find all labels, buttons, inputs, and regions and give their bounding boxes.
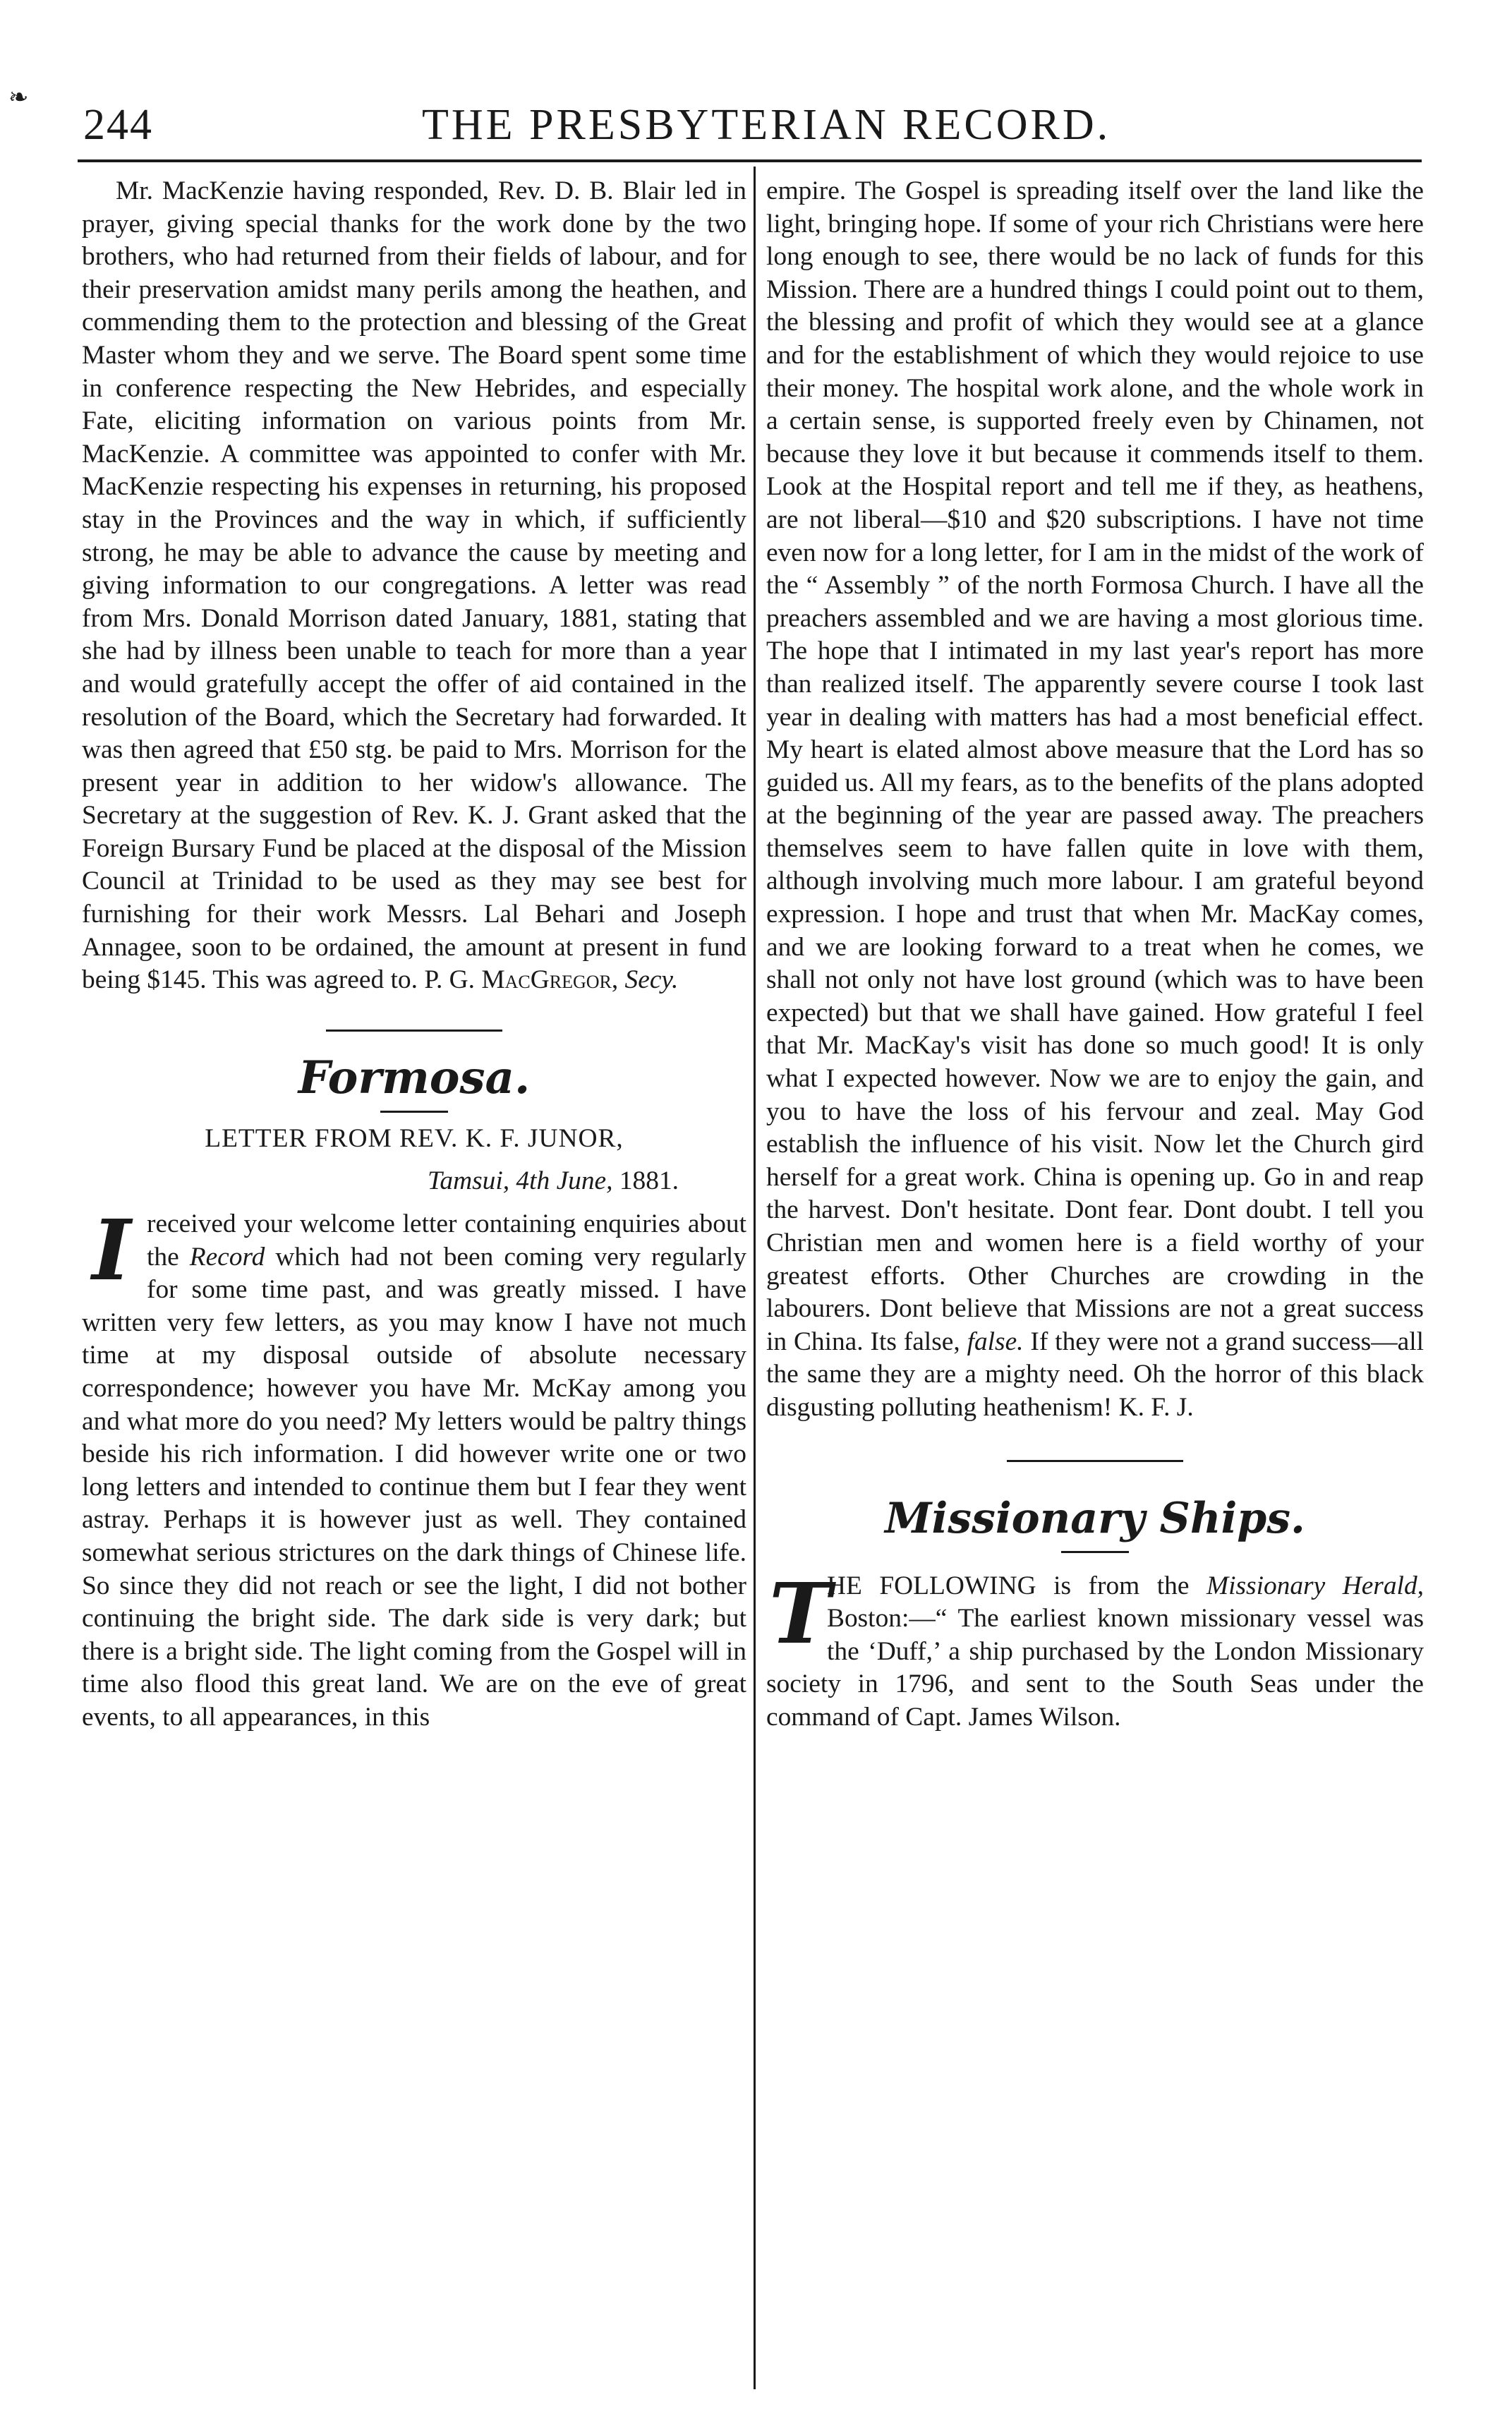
letter-heading: LETTER FROM REV. K. F. JUNOR, <box>205 1123 624 1153</box>
page-header <box>83 90 1427 154</box>
record-title: Record <box>189 1242 265 1272</box>
header-rule <box>78 159 1422 162</box>
page-number: 244 <box>83 101 153 149</box>
board-minutes-text: Mr. MacKenzie having responded, Rev. D. B. Blair led in prayer, giving special thanks for the work done by the two brothers, who had returned from their fields of labour, and for their preservation amidst many perils among the heathen, and commending them to the protection and blessing of the Great Master whom they and we serve. The Board spent some time in conference respecting the New Hebrides, and especially Fate, eliciting information on various points from Mr. MacKenzie. A committee was appointed to confer with Mr. MacKenzie respecting his expenses in returning, his proposed stay in the Provinces and the way in which, if sufficiently strong, he may be able to advance the cause by meeting and giving information to our congregations. A letter was read from Mrs. Donald Morrison dated January, 1881, stating that she had by illness been unable to teach for more than a year and would gratefully accept the offer of aid contained in the resolution of the Board, which the Secretary had forwarded. It was then agreed that £50 stg. be paid to Mrs. Morrison for the present year in addition to her widow's allowance. The Secretary at the suggestion of Rev. K. J. Grant asked that the Foreign Bursary Fund be placed at the disposal of the Mission Council at Trinidad to be used as they may see best for furnishing for their work Messrs. Lal Behari and Joseph Annagee, soon to be ordained, the amount at present in fund being $145. This was agreed to. <box>82 176 746 995</box>
letter-continuation-end: If they were not a grand success—all the same they are a mighty need. Oh the horror of this black disgusting polluting heathenism! <box>766 1327 1424 1422</box>
journal-title: THE PRESBYTERIAN RECORD. <box>422 101 1111 149</box>
column-rule <box>754 167 756 2389</box>
ships-text-a: HE FOLLOWING is from the <box>827 1571 1190 1600</box>
dateline-place: Tamsui, 4th June, <box>428 1166 613 1196</box>
ships-text-b: Boston:—“ The earliest known missionary vessel was the ‘Duff,’ a ship purchased by the London Missionary society in 1796, and sent to the South Seas under the command of Capt. James Wilson. <box>766 1604 1424 1732</box>
missionary-herald-title: Missionary Herald, <box>1206 1571 1424 1600</box>
left-column <box>82 175 746 1734</box>
margin-ornament: ❧ <box>8 85 29 111</box>
section-heading-formosa: Formosa. <box>298 1051 531 1104</box>
letter-text-a: received your welcome letter containing enquiries about the <box>147 1209 746 1272</box>
heading-underline <box>1061 1551 1129 1553</box>
letter-continuation-text: empire. The Gospel is spreading itself over the land like the light, bringing hope. If some of your rich Christians were here long enough to see, there would be no lack of funds for this Mission. There are a hundred things I could point out to them, the blessing and profit of which they would see at a glance and for the establishment of which they would rejoice to use their money. The hospital work alone, and the whole work in a certain sense, is supported freely even by Chinamen, not because they love it but because it commends itself to them. Look at the Hospital report and tell me if they, as heathens, are not liberal—$10 and $20 subscriptions. I have not time even now for a long letter, for I am in the midst of the work of the “ Assembly ” of the north Formosa Church. I have all the preachers assembled and we are having a most glorious time. The hope that I intimated in my last year's report has more than realized itself. The apparently severe course I took last year in dealing with matters has had a most beneficial effect. My heart is elated almost above measure that the Lord has so guided us. All my fears, as to the benefits of the plans adopted at the beginning of the year are passed away. The preachers themselves seem to have fallen quite in love with them, although involving much more labour. I am grateful beyond expression. I hope and trust that when Mr. MacKay comes, and we are looking forward to a treat when he comes, we shall not only not have lost ground (which was to have been expected) but that we shall have gained. How grateful I feel that Mr. MacKay's visit has done so much good! It is only what I expected however. Now we are to enjoy the gain, and you to have the loss of his fervour and zeal. May God establish the influence of his visit. Now let the Church gird herself for a great work. China is opening up. Go in and reap the harvest. Don't hesitate. Dont fear. Dont doubt. I tell you Christian men and women here is a field worthy of your greatest efforts. Other Churches are crowding in the labourers. Dont believe that Missions are not a great success in China. Its false, <box>766 176 1424 1356</box>
dateline-year: 1881. <box>619 1166 679 1196</box>
ships-paragraph <box>766 1564 1424 1734</box>
dropcap-letter: I <box>92 1201 131 1300</box>
letter-text-b: which had not been coming very regularly for some time past, and was greatly missed. I have written very few letters, as you may know I have not much time at my disposal outside of absolute necessary correspondence; however you have Mr. McKay among you and what more do you need? My letters would be paltry things beside his rich information. I did however write one or two long letters and intended to continue them but I fear they went astray. Perhaps it is however just as well. They contained somewhat serious strictures on the dark things of Chinese life. So since they did not reach or see the light, I did not bother continuing the bright side. The dark side is very dark; but there is a bright side. The light coming from the Gospel will in time also flood this great land. We are on the eve of great events, to all appearances, in this <box>82 1242 746 1732</box>
section-divider <box>326 1030 502 1032</box>
letter-dateline <box>82 1165 746 1198</box>
heading-underline <box>380 1111 448 1113</box>
right-column <box>766 175 1424 1734</box>
emphasis-false: false. <box>967 1327 1024 1356</box>
section-heading-missionary-ships: Missionary Ships. <box>885 1493 1305 1543</box>
dropcap-letter: T <box>769 1564 831 1662</box>
letter-signature: K. F. J. <box>1118 1392 1194 1422</box>
letter-paragraph <box>82 1201 746 1734</box>
letter-continuation <box>766 175 1424 1425</box>
signature-role: Secy. <box>624 965 679 995</box>
signature-name: P. G. MacGregor, <box>424 965 619 995</box>
section-divider <box>1007 1460 1183 1462</box>
board-minutes-paragraph <box>82 175 746 997</box>
